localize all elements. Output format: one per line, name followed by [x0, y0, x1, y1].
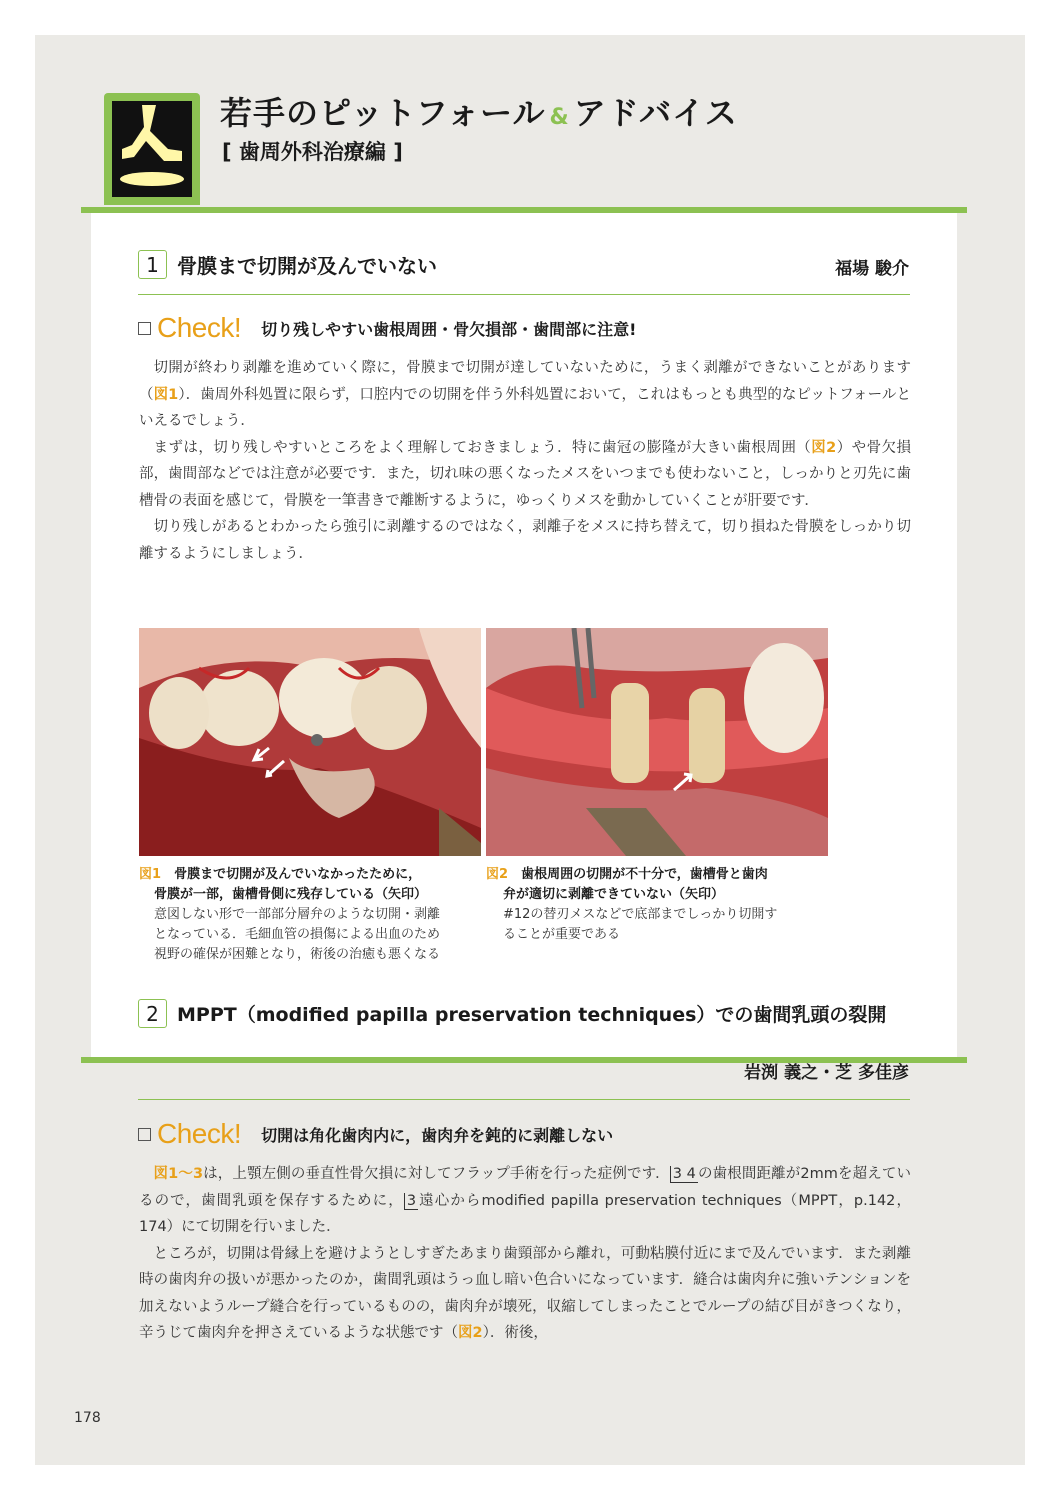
section-divider [138, 1099, 910, 1100]
checkbox-icon [138, 1128, 151, 1141]
section-logo-icon [104, 93, 200, 205]
section-1-heading [138, 250, 437, 279]
paragraph: まずは，切り残しやすいところをよく理解しておきましょう．特に歯冠の膨隆が大きい歯根周囲（図2）や骨欠損部，歯間部などでは注意が必要です．また，切れ味の悪くなったメスをいつまでも使わないこと，しっかりと刃先に歯槽骨の表面を感じて，骨膜を一筆書きで離断するように，ゆっくりメスを動かしていくことが肝要です． [139, 439, 912, 509]
figure-2-caption: 図2 歯根周囲の切開が不十分で，歯槽骨と歯肉 弁が適切に剥離できていない（矢印） #12の替刃メスなどで底部までしっかり切開す ることが重要である [486, 867, 778, 942]
checkbox-icon [138, 322, 151, 335]
figure-ref: 図1～3 [153, 1166, 204, 1182]
figure-1-caption: 図1 骨膜まで切開が及んでいなかったために， 骨膜が一部，歯槽骨側に残存している（矢印） 意図しない形で一部部分層弁のような切開・剥離 となっている．毛細血管の損傷による出血のため 視野の確保が困難となり，術後の治癒も悪くなる [139, 867, 441, 962]
section-1-body [139, 355, 911, 567]
paragraph: 図1～3は，上顎左側の垂直性骨欠損に対してフラップ手術を行った症例です． 3 4 の歯根間距離が2mmを超えているので，歯間乳頭を保存するために， 3 遠心からmodified papilla preservation techniques（MPPT，p.142，174）にて切開を行いました． [139, 1166, 911, 1235]
paragraph: 切開が終わり剥離を進めていく際に，骨膜まで切開が達していないために，うまく剥離ができないことがあります（図1）．歯周外科処置に限らず，口腔内での切開を伴う外科処置において，これはもっとも典型的なピットフォールといえるでしょう． [139, 360, 911, 429]
figure-ref: 図2 [458, 1325, 483, 1341]
check-line [138, 312, 636, 344]
check-text: 切開は角化歯肉内に，歯肉弁を鈍的に剥離しない [261, 1125, 614, 1145]
title-ampersand: & [549, 105, 570, 130]
figure-ref: 図1 [153, 386, 179, 403]
figure-2-label: 図2 [486, 867, 509, 882]
figure-1-photo [139, 628, 481, 856]
section-2-heading [138, 999, 886, 1028]
figure-ref: 図2 [811, 439, 837, 456]
section-author: 福場 駿介 [835, 259, 909, 279]
tooth-number: 3 4 [670, 1166, 698, 1183]
check-label: Check! [157, 312, 242, 343]
section-number: 1 [138, 250, 167, 279]
section-2-body [139, 1161, 911, 1347]
check-line [138, 1118, 613, 1150]
figure-2-photo [486, 628, 828, 856]
page-subtitle: [ 歯周外科治療編 ] [222, 140, 403, 164]
section-divider [138, 294, 910, 295]
page-title: 若手のピットフォール & アドバイス [220, 94, 738, 132]
paragraph: ところが，切開は骨縁上を避けようとしすぎたあまり歯頸部から離れ，可動粘膜付近にまで及んでいます．また剥離時の歯肉弁の扱いが悪かったのか，歯間乳頭はうっ血し暗い色合いになっています．縫合は歯肉弁に強いテンションを加えないようループ縫合を行っているものの，歯肉弁が壊死，収縮してしまったことでループの結び目がきつくなり，辛うじて歯肉弁を押さえているような状態です（図2）．術後， [139, 1245, 911, 1341]
section-title: MPPT（modified papilla preservation techniques）での歯間乳頭の裂開 [177, 1004, 887, 1026]
figure-1-label: 図1 [139, 867, 162, 882]
section-title: 骨膜まで切開が及んでいない [177, 254, 437, 278]
check-label: Check! [157, 1118, 242, 1149]
section-number: 2 [138, 999, 167, 1028]
tooth-number: 3 [404, 1193, 418, 1210]
page-number: 178 [74, 1410, 101, 1426]
check-text: 切り残しやすい歯根周囲・骨欠損部・歯間部に注意! [261, 319, 637, 339]
section-author: 岩渕 義之・芝 多佳彦 [744, 1063, 909, 1083]
paragraph: 切り残しがあるとわかったら強引に剥離するのではなく，剥離子をメスに持ち替えて，切り損ねた骨膜をしっかり切離するようにしましょう． [139, 519, 911, 562]
